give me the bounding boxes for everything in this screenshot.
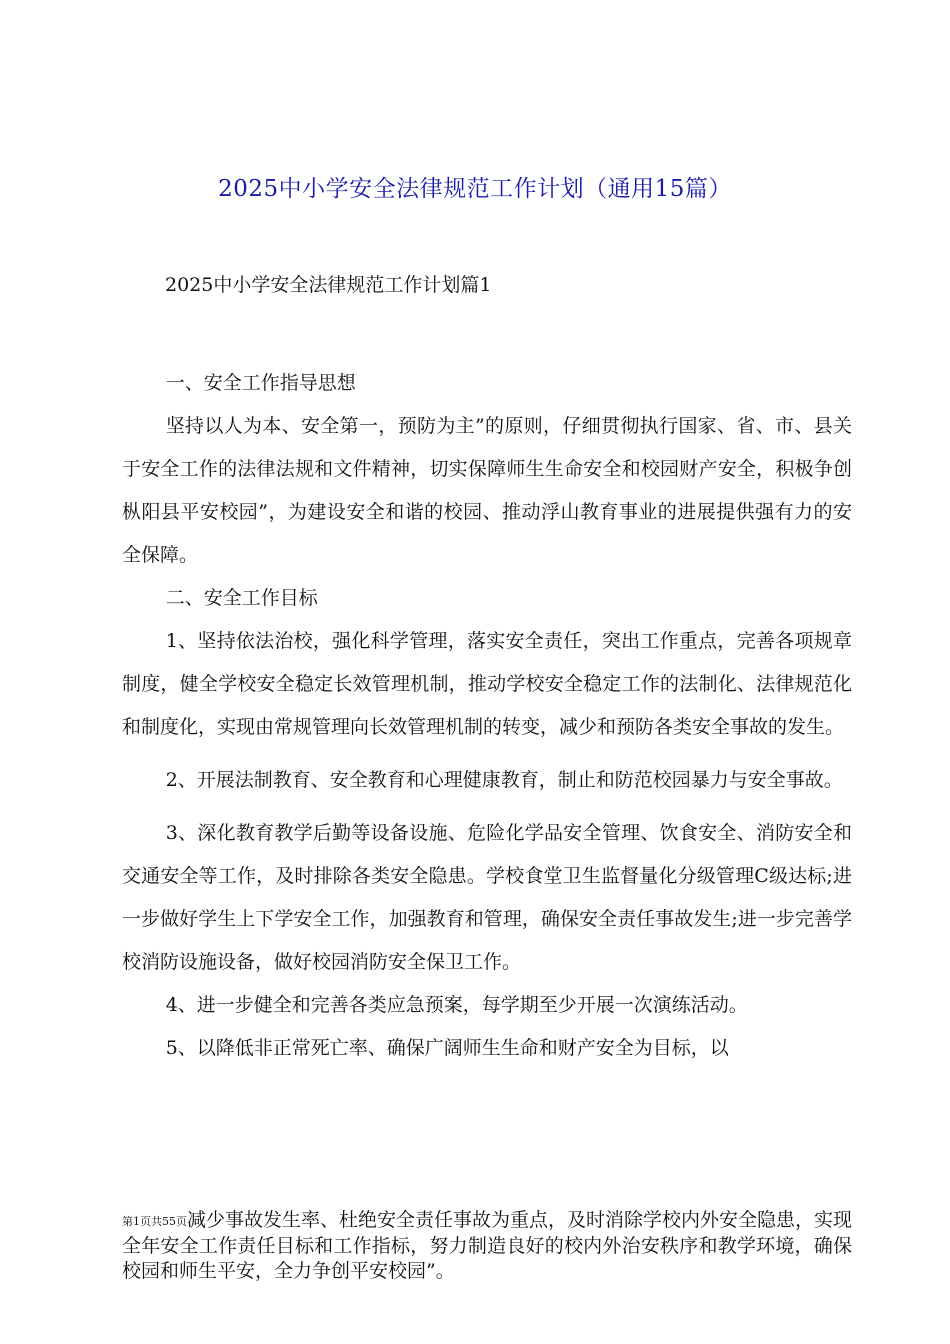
- page-number-label: 第1页共55页: [122, 1215, 187, 1228]
- page-footer: [122, 1208, 852, 1284]
- document-body: [122, 362, 852, 1070]
- goal-item-5: 5、以降低非正常死亡率、确保广阔师生生命和财产安全为目标，以: [165, 1037, 729, 1059]
- document-title: 2025中小学安全法律规范工作计划（通用15篇）: [218, 176, 732, 202]
- goal-item-2: 2、开展法制教育、安全教育和心理健康教育，制止和防范校园暴力与安全事故。: [165, 769, 843, 791]
- heading-guiding-ideology: 一、安全工作指导思想: [165, 372, 356, 394]
- heading-work-goals: 二、安全工作目标: [165, 587, 318, 609]
- footer-continuation-text: 减少事故发生率、杜绝安全责任事故为重点，及时消除学校内外安全隐患，实现全年安全工作责任目标和工作指标，努力制造良好的校内外治安秩序和教学环境，确保校园和师生平安，全力争创平安校园”。: [122, 1209, 853, 1282]
- paragraph-guiding-ideology: 坚持以人为本、安全第一，预防为主”的原则，仔细贯彻执行国家、省、市、县关于安全工作的法律法规和文件精神，切实保障师生生命安全和校园财产安全，积极争创枞阳县平安校园”，为建设安全和谐的校园、推动浮山教育事业的进展提供强有力的安全保障。: [122, 415, 852, 566]
- goal-item-4: 4、进一步健全和完善各类应急预案，每学期至少开展一次演练活动。: [165, 994, 748, 1016]
- goal-item-3: 3、深化教育教学后勤等设备设施、危险化学品安全管理、饮食安全、消防安全和交通安全等工作，及时排除各类安全隐患。学校食堂卫生监督量化分级管理C级达标;进一步做好学生上下学安全工作，加强教育和管理，确保安全责任事故发生;进一步完善学校消防设施设备，做好校园消防安全保卫工作。: [122, 822, 852, 973]
- section-heading: 2025中小学安全法律规范工作计划篇1: [165, 274, 492, 296]
- goal-item-1: 1、坚持依法治校，强化科学管理，落实安全责任，突出工作重点，完善各项规章制度，健全学校安全稳定长效管理机制，推动学校安全稳定工作的法制化、法律规范化和制度化，实现由常规管理向长效管理机制的转变，减少和预防各类安全事故的发生。: [122, 630, 852, 738]
